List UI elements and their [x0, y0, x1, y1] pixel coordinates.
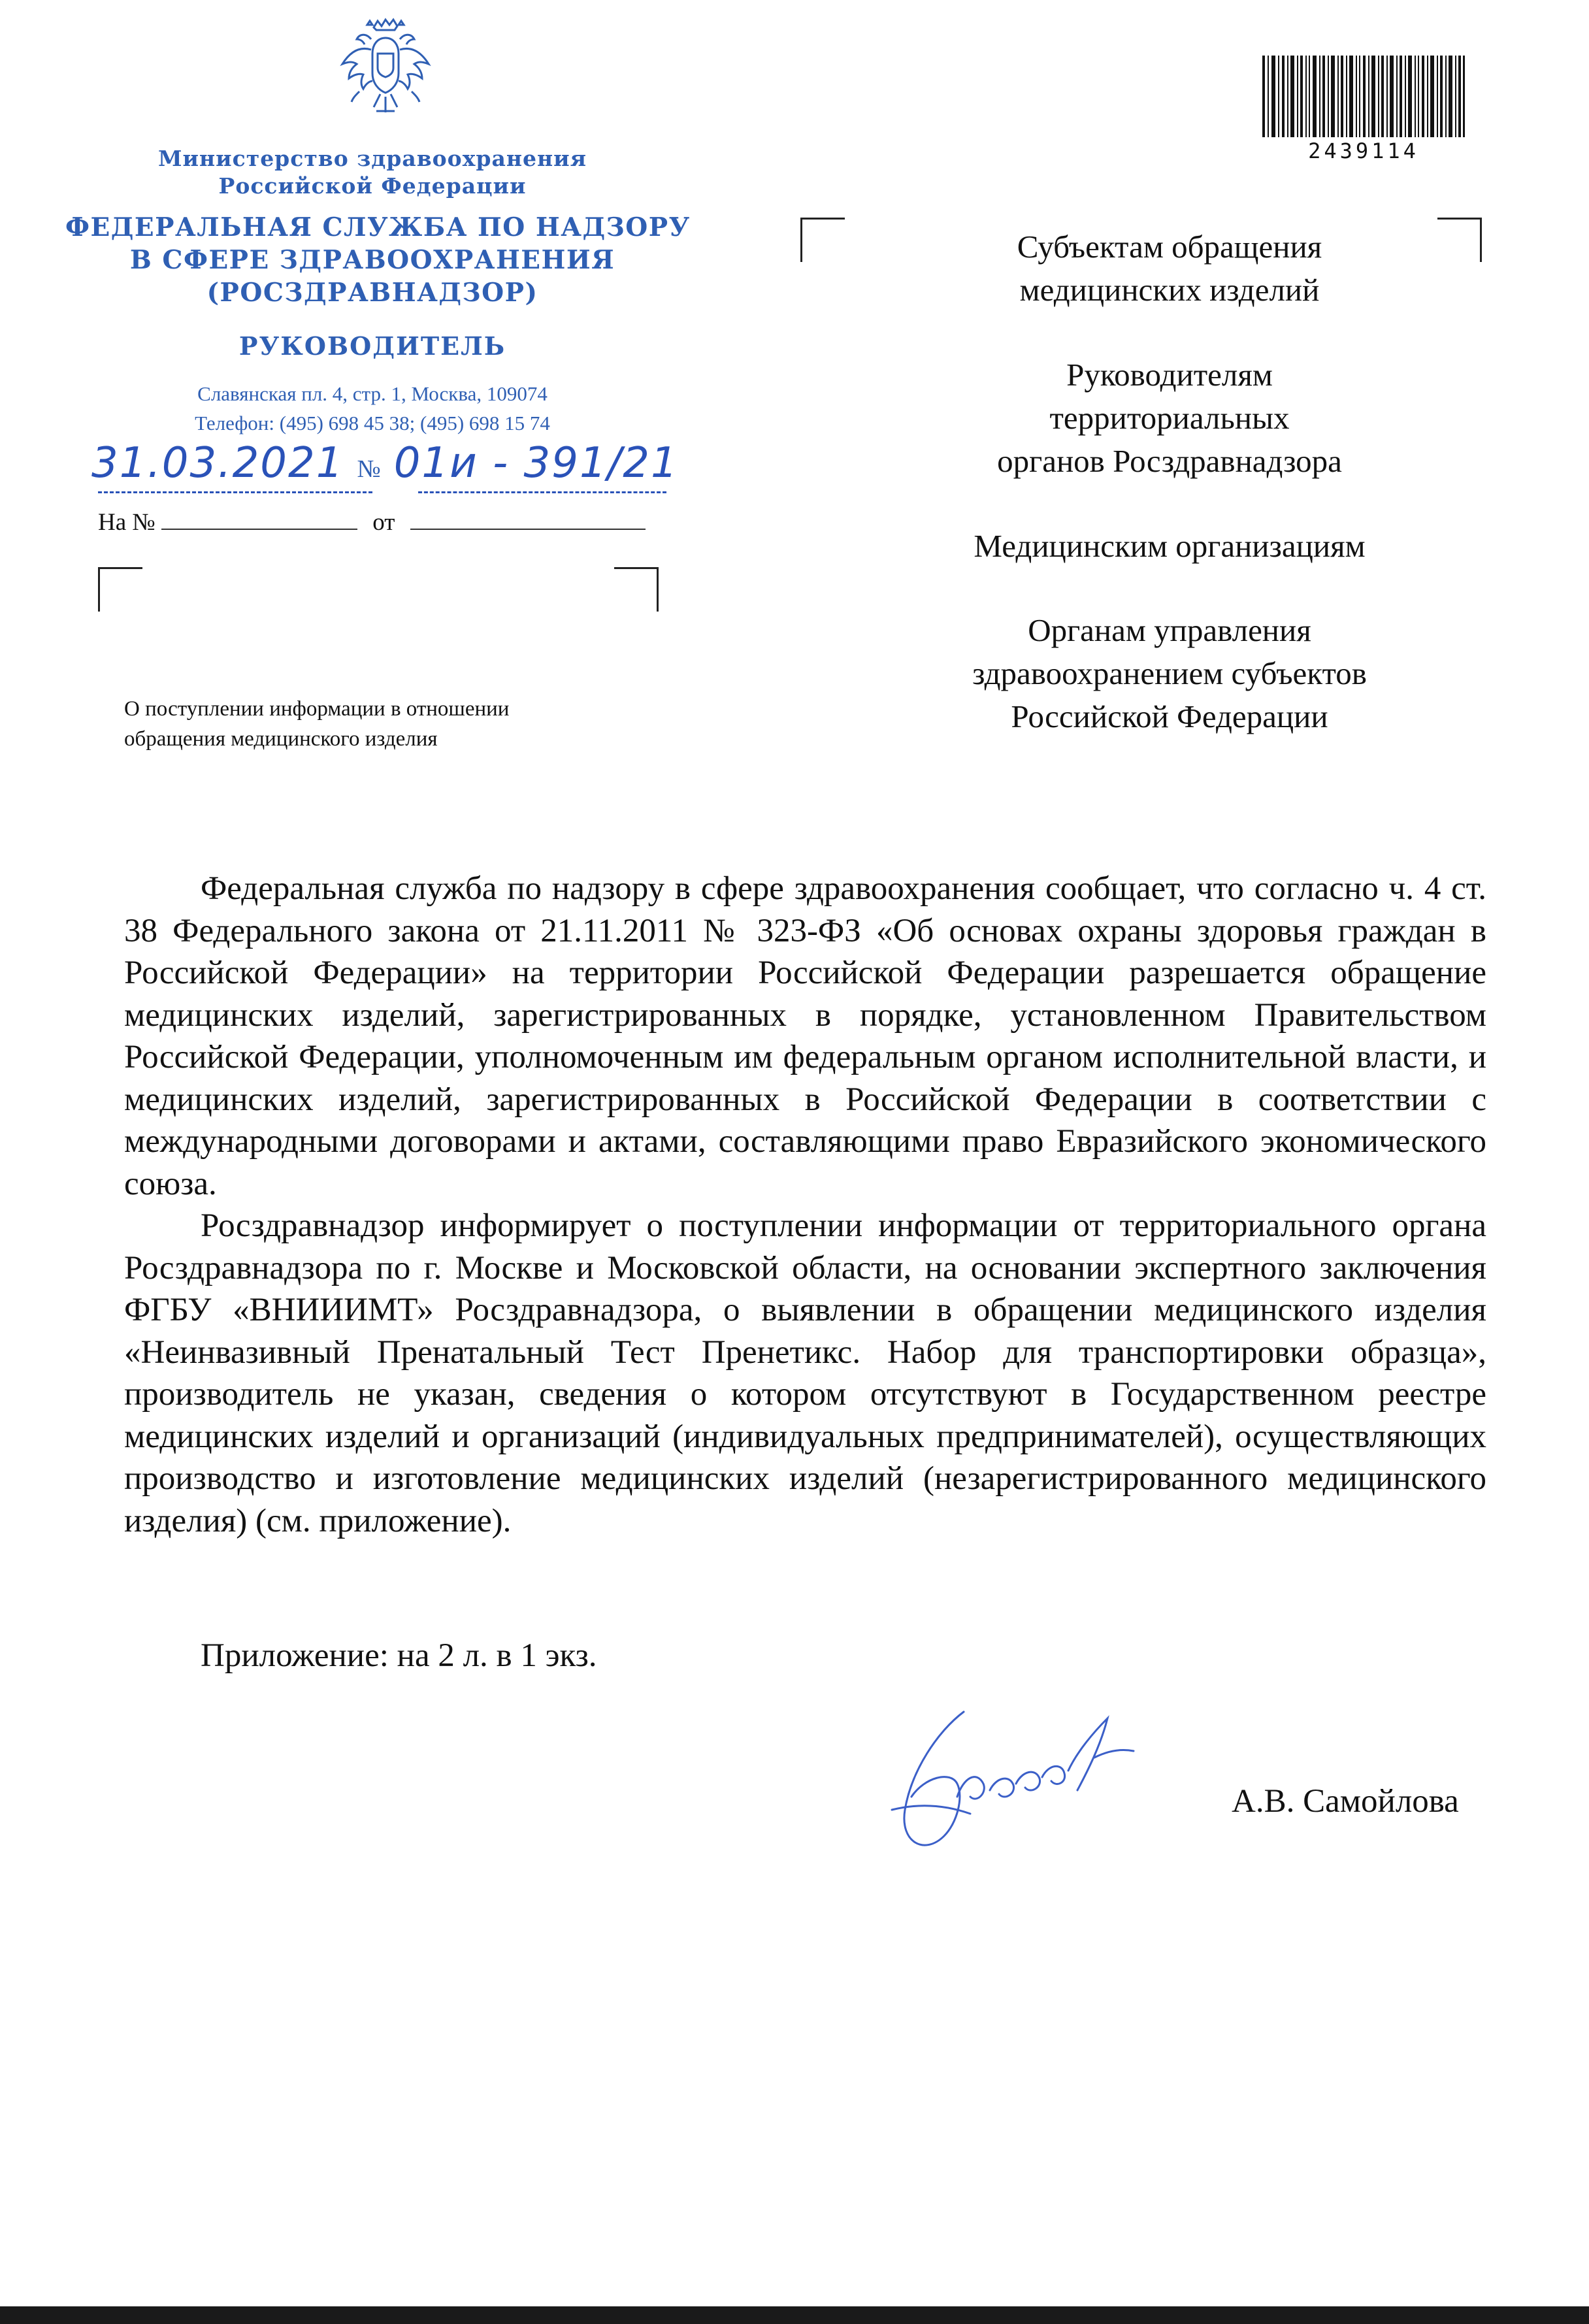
coat-of-arms-icon — [333, 13, 438, 124]
head-title: РУКОВОДИТЕЛЬ — [238, 331, 506, 361]
recipient-line: органов Росздравнадзора — [997, 443, 1342, 479]
address: Славянская пл. 4, стр. 1, Москва, 109074 — [197, 382, 548, 405]
recipient-line: Органам управления — [1028, 612, 1311, 648]
barcode-icon — [1262, 56, 1465, 137]
recipient-line: Руководителям — [1066, 357, 1273, 393]
date-handwritten: 31.03.2021 — [91, 439, 344, 487]
recipient-line: Субъектам обращения — [1017, 229, 1322, 265]
recipient-line: территориальных — [1049, 400, 1290, 436]
attachment-note: Приложение: на 2 л. в 1 экз. — [201, 1637, 597, 1674]
subject-line1: О поступлении информации в отношении — [124, 697, 510, 721]
body-paragraph-1: Федеральная служба по надзору в сфере здравоохранения сообщает, что согласно ч. 4 ст. 38 Федерального закона от 21.11.2011 № 323-ФЗ «Об основах охраны здоровья граждан в Российской Федерации» на территории Российской Федерации разрешается обращение медицинских изделий, зарегистрированных в порядке, установленном Правительством Российской Федерации, уполномоченным им федеральным органом исполнительной власти, и медицинских изделий, зарегистрированных в Российской Федерации в соответствии с международными договорами и актами, составляющими право Евразийского экономического союза. — [124, 870, 1486, 1202]
date-underline — [98, 491, 372, 493]
recipient-group-2 — [895, 353, 1444, 483]
corner-mark-top-left — [98, 567, 142, 612]
recipient-group-3 — [895, 525, 1444, 568]
ministry-name-line2: Российской Федерации — [218, 173, 527, 199]
signature-icon — [885, 1699, 1166, 1869]
body-paragraph-2: Росздравнадзор информирует о поступлении информации от территориального органа Росздравнадзора по г. Москве и Московской области, на основании экспертного заключения ФГБУ «ВНИИИМТ» Росздравнадзора, о выявлении в обращении медицинского изделия «Неинвазивный Пренатальный Тест Пренетикс. Набор для транспортировки образца», производитель не указан, сведения о котором отсутствуют в Государственном реестре медицинских изделий и организаций (индивидуальных предпринимателей), осуществляющих производство и изготовление медицинских изделий (незарегистрированного медицинского изделия) (см. приложение). — [124, 1207, 1486, 1539]
reply-number-label: На № — [98, 509, 156, 536]
scan-bottom-edge — [0, 2306, 1589, 2324]
ministry-name-line1: Министерство здравоохранения — [158, 146, 587, 171]
recipient-group-4 — [895, 609, 1444, 738]
barcode-number: 2439114 — [1308, 139, 1419, 163]
recipient-line: медицинских изделий — [1019, 272, 1320, 308]
recipient-group-1 — [895, 225, 1444, 312]
reply-date-blank — [410, 529, 646, 530]
service-name-line3: (РОСЗДРАВНАДЗОР) — [206, 278, 538, 308]
signer-name: А.В. Самойлова — [1232, 1783, 1459, 1820]
phone: Телефон: (495) 698 45 38; (495) 698 15 74 — [195, 412, 550, 434]
corner-mark-top-right — [614, 567, 659, 612]
recipient-line: здравоохранением субъектов — [972, 655, 1367, 691]
number-label: № — [357, 455, 381, 483]
service-name-line1: ФЕДЕРАЛЬНАЯ СЛУЖБА ПО НАДЗОРУ — [65, 212, 691, 242]
service-name-line2: В СФЕРЕ ЗДРАВООХРАНЕНИЯ — [129, 245, 615, 275]
reply-from-label: от — [372, 509, 395, 536]
subject-line2: обращения медицинского изделия — [124, 727, 438, 751]
corner-mark-recipient-left — [800, 218, 845, 262]
number-handwritten: 01и - 391/21 — [393, 439, 679, 487]
date-number-line — [91, 439, 679, 487]
letter-body — [124, 868, 1486, 1542]
reply-reference-line — [98, 508, 646, 536]
recipient-line: Российской Федерации — [1011, 698, 1328, 734]
number-underline — [418, 491, 666, 493]
reply-number-blank — [161, 529, 357, 530]
recipient-line: Медицинским организациям — [974, 528, 1366, 564]
corner-mark-recipient-right — [1437, 218, 1482, 262]
